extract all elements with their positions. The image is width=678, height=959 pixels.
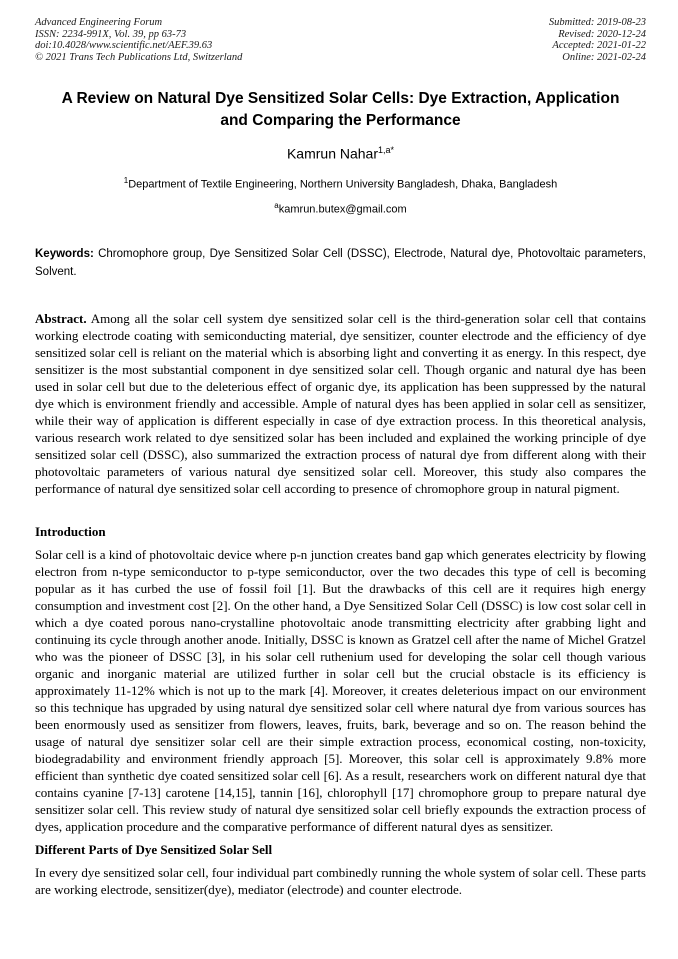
paper-title: A Review on Natural Dye Sensitized Solar Cells: Dye Extraction, Application and Comparing the Performance xyxy=(61,90,620,129)
affiliation-line xyxy=(35,176,646,191)
author-line xyxy=(35,145,646,162)
email-line xyxy=(35,201,646,216)
section-heading-different-parts: Different Parts of Dye Sensitized Solar Sell xyxy=(35,841,273,857)
submitted-date: Submitted: 2019-08-23 xyxy=(548,17,646,28)
introduction-paragraph: Solar cell is a kind of photovoltaic device where p-n junction creates band gap which generates electricity by flowing electron from n-type semiconductor to p-type semiconductor, over the two decades this type of cell is becoming popular as it has curbed the use of fossil foil [1]. But the drawbacks of this cell are it requires high energy consumption and investment cost [2]. On the other hand, a Dye Sensitized Solar Cell (DSSC) is low cost solar cell in which a dye coated porous nano-crystalline photovoltaic anode transmitting electricity after grabbing light and continuing its cycle through another anode. Initially, DSSC is known as Gratzel cell after the name of Michel Gratzel who was the pioneer of DSSC [3], in his solar cell ruthenium used for developing the solar cell though various organic and inorganic material are utilized further in solar cell but the crucial obstacle is its efficiency is approximately 11-12% which is not up to the mark [4]. Moreover, it creates deleterious impact on our environment so this technique has upgraded by using natural dye sensitized solar cell where natural dye from various sources has been enormously used as sensitizer from flowers, leaves, fruits, bark, beverage and so on. The reason behind the usage of natural dye sensitizer solar cell are their simple extraction process, economical costing, non-toxicity, biodegradability and environment friendly approach [5]. Moreover, this solar cell is approximately 9.8% more efficient than synthetic dye coated sensitized solar cell [6]. As a result, researchers work on different natural dye that contains cyanine [7-13] carotene [14,15], tannin [16], chlorophyll [17] chromophore group to prepare natural dye sensitizer solar cell. This review study of natural dye sensitized solar cell briefly expounds the extraction process of dyes, application procedure and the comparative performance of different natural dyes as sensitizer. xyxy=(35,546,646,834)
online-date: Online: 2021-02-24 xyxy=(562,51,646,63)
keywords-label: Keywords: xyxy=(35,247,94,260)
submission-dates xyxy=(549,17,646,63)
email-text: kamrun.butex@gmail.com xyxy=(278,203,407,216)
journal-doi: doi:10.4028/www.scientific.net/AEF.39.63 xyxy=(35,40,213,51)
journal-issn-volume: ISSN: 2234-991X, Vol. 39, pp 63-73 xyxy=(35,28,187,40)
affiliation-text: Department of Textile Engineering, Northern University Bangladesh, Dhaka, Bangladesh xyxy=(128,178,558,191)
author-superscript: 1,a* xyxy=(378,145,395,155)
journal-copyright: © 2021 Trans Tech Publications Ltd, Switzerland xyxy=(35,51,243,63)
abstract-paragraph xyxy=(35,310,646,497)
author-name: Kamrun Nahar xyxy=(286,145,379,162)
accepted-date: Accepted: 2021-01-22 xyxy=(552,40,646,51)
journal-name: Advanced Engineering Forum xyxy=(35,17,163,28)
keywords-text: Chromophore group, Dye Sensitized Solar Cell (DSSC), Electrode, Natural dye, Photovoltaic parameters, Solvent. xyxy=(35,247,646,278)
affiliation-superscript: 1 xyxy=(123,175,129,185)
abstract-label: Abstract. xyxy=(35,310,87,326)
revised-date: Revised: 2020-12-24 xyxy=(558,28,646,40)
journal-header xyxy=(35,17,646,63)
email-superscript: a xyxy=(274,201,279,211)
section-heading-introduction: Introduction xyxy=(35,523,106,539)
journal-info xyxy=(35,17,242,63)
keywords-paragraph xyxy=(35,245,646,281)
abstract-text: Among all the solar cell system dye sensitized solar cell is the third-generation solar cell that contains working electrode coating with semiconducting material, dye sensitizer, counter electrode and the efficiency of dye sensitized solar cell is reliant on the material which is absorbing light and converting it as energy. In this respect, dye sensitizer is the most substantial component in dye sensitized solar cell. Though organic and natural dye has been used in solar cell but due to the deleterious effect of organic dye, its application has been suppressed by the natural dye which is environment friendly and accessible. Ample of natural dyes has been applied in solar cell as sensitizer, while their way of application is different especially in case of dye extraction process. In this theoretical analysis, various research work related to dye sensitized solar has been included and explained the working principle of dye sensitized solar cell (DSSC), also summarized the extraction process of natural dye from different along with their photovoltaic parameters of various natural dye sensitized solar cell. Moreover, this study also compares the performance of natural dye sensitized solar cell according to presence of chromophore group in natural pigment. xyxy=(35,310,646,496)
different-parts-paragraph: In every dye sensitized solar cell, four individual part combinedly running the whole system of solar cell. These parts are working electrode, sensitizer(dye), mediator (electrode) and counter electrode. xyxy=(35,864,646,897)
